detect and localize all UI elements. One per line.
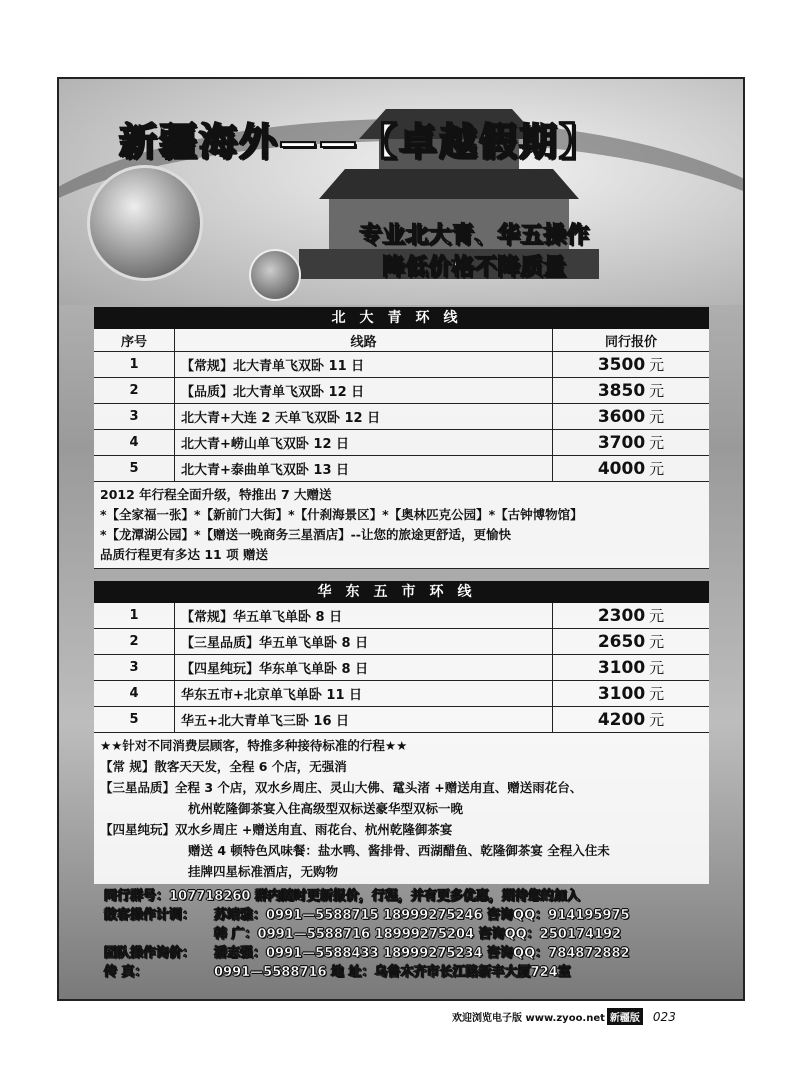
row-no: 1: [94, 352, 175, 377]
slogan-line-2: 降低价格不降质量: [382, 254, 566, 280]
row-route: 北大青+泰曲单飞双卧 13 日: [175, 456, 553, 481]
contact-info: 苏靖雅：0991—5588715 18999275246 咨询QQ：914195975: [214, 908, 630, 923]
table-header: [94, 329, 709, 352]
contact-info: 韩 广：0991—5588716 18999275204 咨询QQ：250174192: [214, 927, 622, 942]
contact-label: 团队操作询价：: [104, 946, 196, 961]
row-no: 4: [94, 681, 175, 706]
row-unit: 元: [649, 434, 665, 452]
slogan-line-1: 专业北大青、华五操作: [359, 222, 589, 248]
page-number: 023: [652, 1009, 676, 1024]
note-line: 杭州乾隆御茶宴入住高级型双标送豪华型双标一晚: [188, 801, 464, 816]
row-unit: 元: [649, 633, 665, 651]
row-price: 2650: [597, 631, 646, 652]
beach-photo-circle: [87, 165, 203, 281]
table-row: [94, 378, 709, 404]
note-line: ★★针对不同消费层顾客，特推多种接待标准的行程★★: [100, 738, 408, 753]
row-unit: 元: [649, 408, 665, 426]
table-row: [94, 655, 709, 681]
row-no: 3: [94, 655, 175, 680]
edition-tag: 新疆版: [607, 1008, 643, 1025]
note-line: 【四星纯玩】双水乡周庄 +赠送甪直、雨花台、杭州乾隆御茶宴: [100, 822, 453, 837]
hero-banner: [59, 79, 743, 305]
table-row: [94, 456, 709, 482]
row-price: 3100: [597, 657, 646, 678]
note-line: 品质行程更有多达 11 项 赠送: [100, 547, 268, 562]
table-row: [94, 352, 709, 378]
row-no: 3: [94, 404, 175, 429]
row-no: 5: [94, 456, 175, 481]
table-title: 北大青环线: [94, 307, 709, 329]
note-line: 赠送 4 顿特色风味餐：盐水鸭、酱排骨、西湖醋鱼、乾隆御茶宴 全程入住未: [188, 843, 610, 858]
contact-label: 传 真：: [104, 965, 148, 980]
table-row: [94, 404, 709, 430]
row-route: 【常规】北大青单飞双卧 11 日: [175, 352, 553, 377]
table-row: [94, 430, 709, 456]
contact-info: 潘志强：0991—5588433 18999275234 咨询QQ：784872882: [214, 946, 630, 961]
table-title: 华东五市环线: [94, 581, 709, 603]
contact-label: 散客操作计调：: [104, 908, 196, 923]
gift-notes: [94, 482, 709, 569]
row-route: 北大青+大连 2 天单飞双卧 12 日: [175, 404, 553, 429]
table-row: [94, 681, 709, 707]
huadong-table: [94, 581, 709, 884]
row-unit: 元: [649, 356, 665, 374]
row-price: 3700: [597, 432, 646, 453]
header-price: 同行报价: [604, 334, 657, 350]
row-price: 4000: [597, 458, 646, 479]
hero-title: 新疆海外——【卓越假期】: [119, 120, 600, 164]
row-no: 2: [94, 629, 175, 654]
note-line: *【龙潭湖公园】*【赠送一晚商务三星酒店】--让您的旅途更舒适，更愉快: [100, 527, 511, 542]
note-line: 挂牌四星标准酒店，无购物: [188, 864, 339, 879]
row-route: 【四星纯玩】华东单飞单卧 8 日: [175, 655, 553, 680]
row-no: 1: [94, 603, 175, 628]
note-line: 【三星品质】全程 3 个店，双水乡周庄、灵山大佛、鼋头渚 +赠送甪直、赠送雨花台、: [100, 780, 583, 795]
row-route: 【常规】华五单飞单卧 8 日: [175, 603, 553, 628]
row-unit: 元: [649, 460, 665, 478]
table-row: [94, 629, 709, 655]
header-route: 线路: [175, 329, 553, 351]
hero-slogan: [359, 219, 589, 283]
row-unit: 元: [649, 382, 665, 400]
row-price: 3100: [597, 683, 646, 704]
row-price: 4200: [597, 709, 646, 730]
row-unit: 元: [649, 711, 665, 729]
row-price: 3500: [597, 354, 646, 375]
row-price: 2300: [597, 605, 646, 626]
contact-block: [104, 887, 724, 982]
note-line: 2012 年行程全面升级，特推出 7 大赠送: [100, 487, 332, 502]
table-row: [94, 603, 709, 629]
contact-label: [104, 925, 214, 944]
contact-info: 0991—5588716 地 址：乌鲁木齐市长江路新丰大厦724室: [214, 965, 571, 980]
row-unit: 元: [649, 685, 665, 703]
row-route: 【品质】北大青单飞双卧 12 日: [175, 378, 553, 403]
note-line: 【常 规】散客天天发，全程 6 个店，无强消: [100, 759, 347, 774]
note-line: *【全家福一张】*【新前门大街】*【什刹海景区】*【奥林匹克公园】*【古钟博物馆】: [100, 507, 583, 522]
row-price: 3850: [597, 380, 646, 401]
header-no: 序号: [94, 329, 175, 351]
table-row: [94, 707, 709, 733]
row-no: 4: [94, 430, 175, 455]
row-no: 5: [94, 707, 175, 732]
scenery-photo-circle: [249, 249, 301, 301]
service-notes: [94, 733, 709, 884]
row-route: 华东五市+北京单飞单卧 11 日: [175, 681, 553, 706]
advert-frame: [57, 77, 745, 1001]
footer-text: 欢迎浏览电子版 www.zyoo.net: [452, 1013, 605, 1024]
row-route: 【三星品质】华五单飞单卧 8 日: [175, 629, 553, 654]
page-footer: [452, 1008, 676, 1025]
row-route: 华五+北大青单飞三卧 16 日: [175, 707, 553, 732]
row-route: 北大青+崂山单飞双卧 12 日: [175, 430, 553, 455]
group-number: 同行群号：107718260 群内随时更新报价，行程，并有更多优惠，期待您的加入: [104, 889, 580, 904]
row-unit: 元: [649, 607, 665, 625]
row-price: 3600: [597, 406, 646, 427]
row-no: 2: [94, 378, 175, 403]
beidaqing-table: [94, 307, 709, 569]
row-unit: 元: [649, 659, 665, 677]
